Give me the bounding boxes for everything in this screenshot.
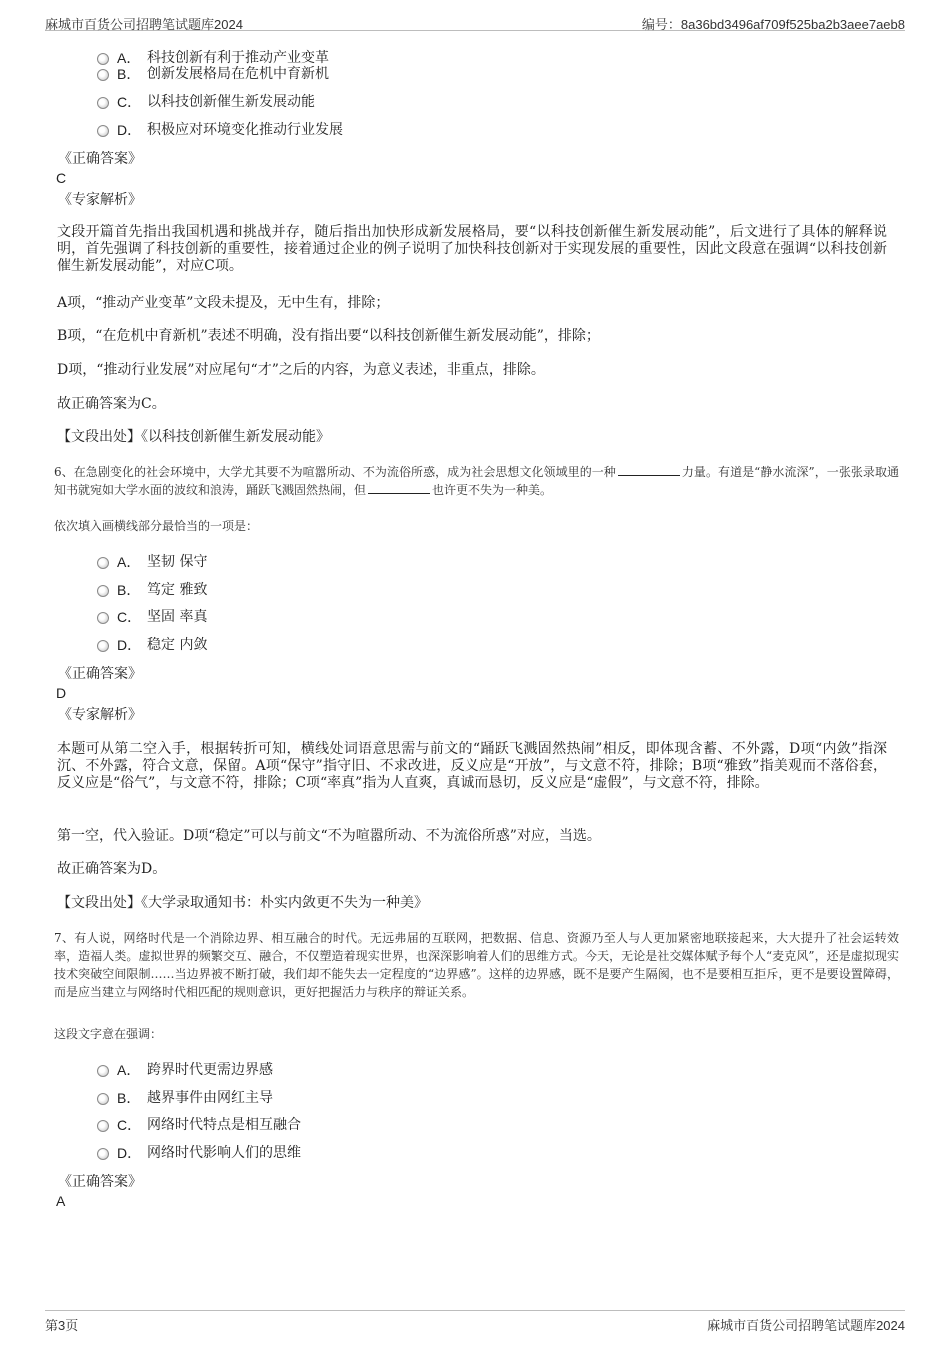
footer-title: 麻城市百货公司招聘笔试题库2024 — [707, 1318, 905, 1333]
header-title: 麻城市百货公司招聘笔试题库2024 — [45, 17, 243, 32]
q6-answer: D — [56, 685, 67, 701]
radio-icon[interactable] — [97, 125, 109, 137]
q6-analysis-first-blank: 第一空，代入验证。D项“稳定”可以与前文“不为喧嚣所动、不为流俗所惑”对应，当选。 — [57, 828, 601, 844]
q7-prompt: 这段文字意在强调： — [54, 1027, 163, 1041]
page-header — [45, 10, 905, 31]
q6-source: 【文段出处】《大学录取通知书：朴实内敛更不失为一种美》 — [57, 895, 428, 911]
radio-icon[interactable] — [97, 585, 109, 597]
q6-analysis-label: 《专家解析》 — [58, 707, 142, 723]
q6-analysis-paragraph: 本题可从第二空入手，根据转折可知，横线处词语意思需与前文的“踊跃飞溅固然热闹”相反，即体现含蓄、不外露，D项“内敛”指深沉、不外露，符合文意，保留。A项“保守”指守旧、不求改进，反义应是“开放”，与文意不符，排除；B项“雅致”指美观而不落俗套，反义应是“俗气”，与文意不符，排除；C项“率真”指为人直爽，真诚而恳切，反义应是“虚假”，与文意不符，排除。 — [57, 741, 887, 791]
q6-stem: 6、在急剧变化的社会环境中，大学尤其要不为喧嚣所动、不为流俗所惑，成为社会思想文化领域里的一种 力量。有道是“静水流深”，一张张录取通知书就宛如大学水面的波纹和浪涛，踊跃飞溅固然热闹，但 也许更不失为一种美。 — [54, 465, 900, 497]
radio-icon[interactable] — [97, 1093, 109, 1105]
answer-blank — [618, 464, 680, 476]
page-number: 第3页 — [45, 1318, 79, 1333]
answer-blank — [368, 482, 430, 494]
q5-analysis-paragraph: 文段开篇首先指出我国机遇和挑战并存，随后指出加快形成新发展格局，要“以科技创新催生新发展动能”，后文进行了具体的解释说明，首先强调了科技创新的重要性，接着通过企业的例子说明了加快科技创新对于实现发展的重要性，因此文段意在强调“以科技创新催生新发展动能”，对应C项。 — [57, 224, 887, 274]
q5-analysis-b: B项，“在危机中育新机”表述不明确，没有指出要“以科技创新催生新发展动能”，排除； — [57, 328, 600, 344]
q6-prompt: 依次填入画横线部分最恰当的一项是： — [54, 519, 259, 533]
q5-answer-label: 《正确答案》 — [58, 151, 142, 167]
page-footer — [45, 1310, 905, 1335]
q5-conclusion: 故正确答案为C。 — [57, 396, 166, 412]
q7-answer-label: 《正确答案》 — [58, 1174, 142, 1190]
q6-conclusion: 故正确答案为D。 — [57, 861, 167, 877]
q5-analysis-a: A项，“推动产业变革”文段未提及，无中生有，排除； — [57, 295, 390, 311]
radio-icon[interactable] — [97, 1065, 109, 1077]
q6-answer-label: 《正确答案》 — [58, 666, 142, 682]
radio-icon[interactable] — [97, 640, 109, 652]
q5-answer: C — [56, 170, 67, 186]
q5-analysis-label: 《专家解析》 — [58, 192, 142, 208]
radio-icon[interactable] — [97, 612, 109, 624]
radio-icon[interactable] — [97, 97, 109, 109]
header-document-id: 编号：8a36bd3496af709f525ba2b3aee7aeb8 — [641, 17, 905, 32]
q5-analysis-d: D项，“推动行业发展”对应尾句“才”之后的内容，为意义表述，非重点，排除。 — [57, 362, 545, 378]
q7-answer: A — [56, 1193, 66, 1209]
radio-icon[interactable] — [97, 69, 109, 81]
radio-icon[interactable] — [97, 557, 109, 569]
q7-stem: 7、有人说，网络时代是一个消除边界、相互融合的时代。无远弗届的互联网，把数据、信息、资源乃至人与人更加紧密地联接起来，大大提升了社会运转效率，造福人类。虚拟世界的频繁交互、融合，不仅塑造着现实世界，也深深影响着人们的思维方式。今天，无论是社交媒体赋予每个人“麦克风”，还是虚拟现实技术突破空间限制……当边界被不断打破，我们却不能失去一定程度的“边界感”。这样的边界感，既不是要产生隔阂，也不是要相互拒斥，更不是要设置障碍，而是应当建立与网络时代相匹配的规则意识，更好把握活力与秩序的辩证关系。 — [54, 931, 899, 999]
q5-source: 【文段出处】《以科技创新催生新发展动能》 — [57, 429, 330, 445]
radio-icon[interactable] — [97, 1120, 109, 1132]
radio-icon[interactable] — [97, 1148, 109, 1160]
radio-icon[interactable] — [97, 53, 109, 65]
